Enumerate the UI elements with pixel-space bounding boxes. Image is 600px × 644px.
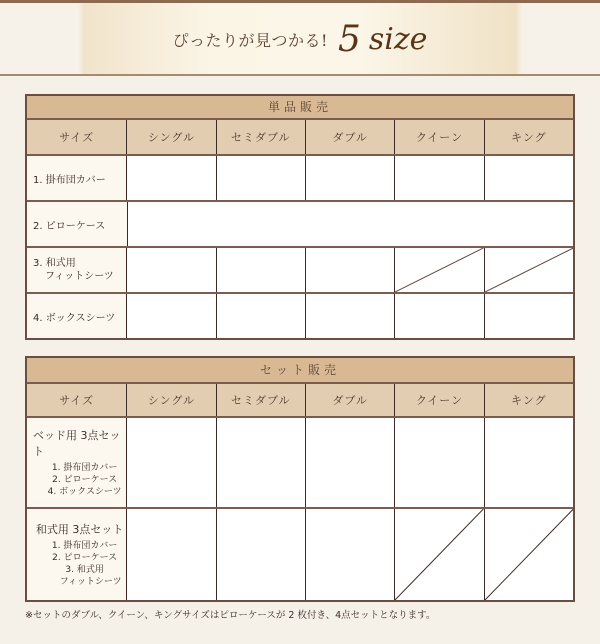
row-label-line: 3. 和式用 [33, 258, 76, 269]
cell-king-unavailable [484, 509, 573, 600]
banner-number: 5 [337, 18, 361, 60]
diagonal-slash-icon [395, 248, 483, 292]
row-label: 4. ボックスシーツ [27, 294, 126, 338]
cell-queen-unavailable [394, 248, 483, 292]
set-item: 4. ボックスシーツ [47, 487, 122, 497]
cell-queen [394, 156, 483, 200]
table-row [27, 156, 573, 202]
diagonal-slash-icon [395, 509, 483, 600]
cell-single [126, 156, 215, 200]
set-title: ベッド用 3点セット [33, 429, 121, 458]
column-header-single: シングル [126, 384, 215, 416]
cell-single [126, 248, 215, 292]
column-header-queen: クイーン [394, 120, 483, 154]
set-item: 1. 掛布団カバー [51, 463, 118, 473]
row-label [27, 248, 126, 292]
column-header-semi-double: セミダブル [216, 120, 305, 154]
column-header-king: キング [484, 384, 573, 416]
cell-king-unavailable [484, 248, 573, 292]
column-header-semi-double: セミダブル [216, 384, 305, 416]
cell-double [305, 248, 394, 292]
column-header-single: シングル [126, 120, 215, 154]
cell-double [305, 509, 394, 600]
column-header-double: ダブル [305, 120, 394, 154]
column-header-queen: クイーン [394, 384, 483, 416]
cell-semi-double [216, 248, 305, 292]
column-header-size: サイズ [27, 120, 126, 154]
row-label: 1. 掛布団カバー [27, 156, 126, 200]
column-header-double: ダブル [305, 384, 394, 416]
table-row [27, 418, 573, 509]
cell-semi-double [216, 156, 305, 200]
set-table [25, 356, 575, 602]
diagonal-slash-icon [485, 509, 573, 600]
table-title: 単品販売 [27, 96, 573, 120]
set-title: 和式用 3点セット [35, 523, 124, 536]
set-item: 2. ピローケース [52, 475, 118, 485]
banner-tagline: ぴったりが見つかる! [172, 30, 328, 50]
cell-single [126, 418, 215, 507]
table-row [27, 509, 573, 600]
cell-semi-double [216, 509, 305, 600]
cell-double [305, 156, 394, 200]
cell-merged-all-sizes [127, 202, 573, 246]
set-item: 3. 和式用 [65, 565, 104, 575]
set-label [27, 509, 126, 600]
cell-semi-double [216, 418, 305, 507]
banner-word: size [368, 21, 428, 57]
header-row [27, 120, 573, 156]
set-item: 1. 掛布団カバー [51, 541, 118, 551]
table-title: セット販売 [27, 358, 573, 384]
column-header-king: キング [484, 120, 573, 154]
set-label [27, 418, 126, 507]
single-item-table [25, 94, 575, 340]
set-item: フィットシーツ [59, 577, 122, 587]
cell-double [305, 418, 394, 507]
cell-semi-double [216, 294, 305, 338]
diagonal-slash-icon [485, 248, 573, 292]
table-row [27, 202, 573, 248]
row-label-line: フィットシーツ [45, 271, 114, 282]
cell-king [484, 294, 573, 338]
row-label: 2. ピローケース [27, 202, 127, 246]
cell-single [126, 294, 215, 338]
cell-queen [394, 418, 483, 507]
footnote: ※セットのダブル、クイーン、キングサイズはピローケースが 2 枚付き、4点セットとなります。 [25, 610, 436, 621]
cell-double [305, 294, 394, 338]
banner [0, 0, 600, 76]
cell-queen-unavailable [394, 509, 483, 600]
column-header-size: サイズ [27, 384, 126, 416]
table-row [27, 294, 573, 338]
cell-king [484, 418, 573, 507]
header-row [27, 384, 573, 418]
table-row [27, 248, 573, 294]
cell-queen [394, 294, 483, 338]
set-item: 2. ピローケース [52, 553, 118, 563]
cell-king [484, 156, 573, 200]
cell-single [126, 509, 215, 600]
